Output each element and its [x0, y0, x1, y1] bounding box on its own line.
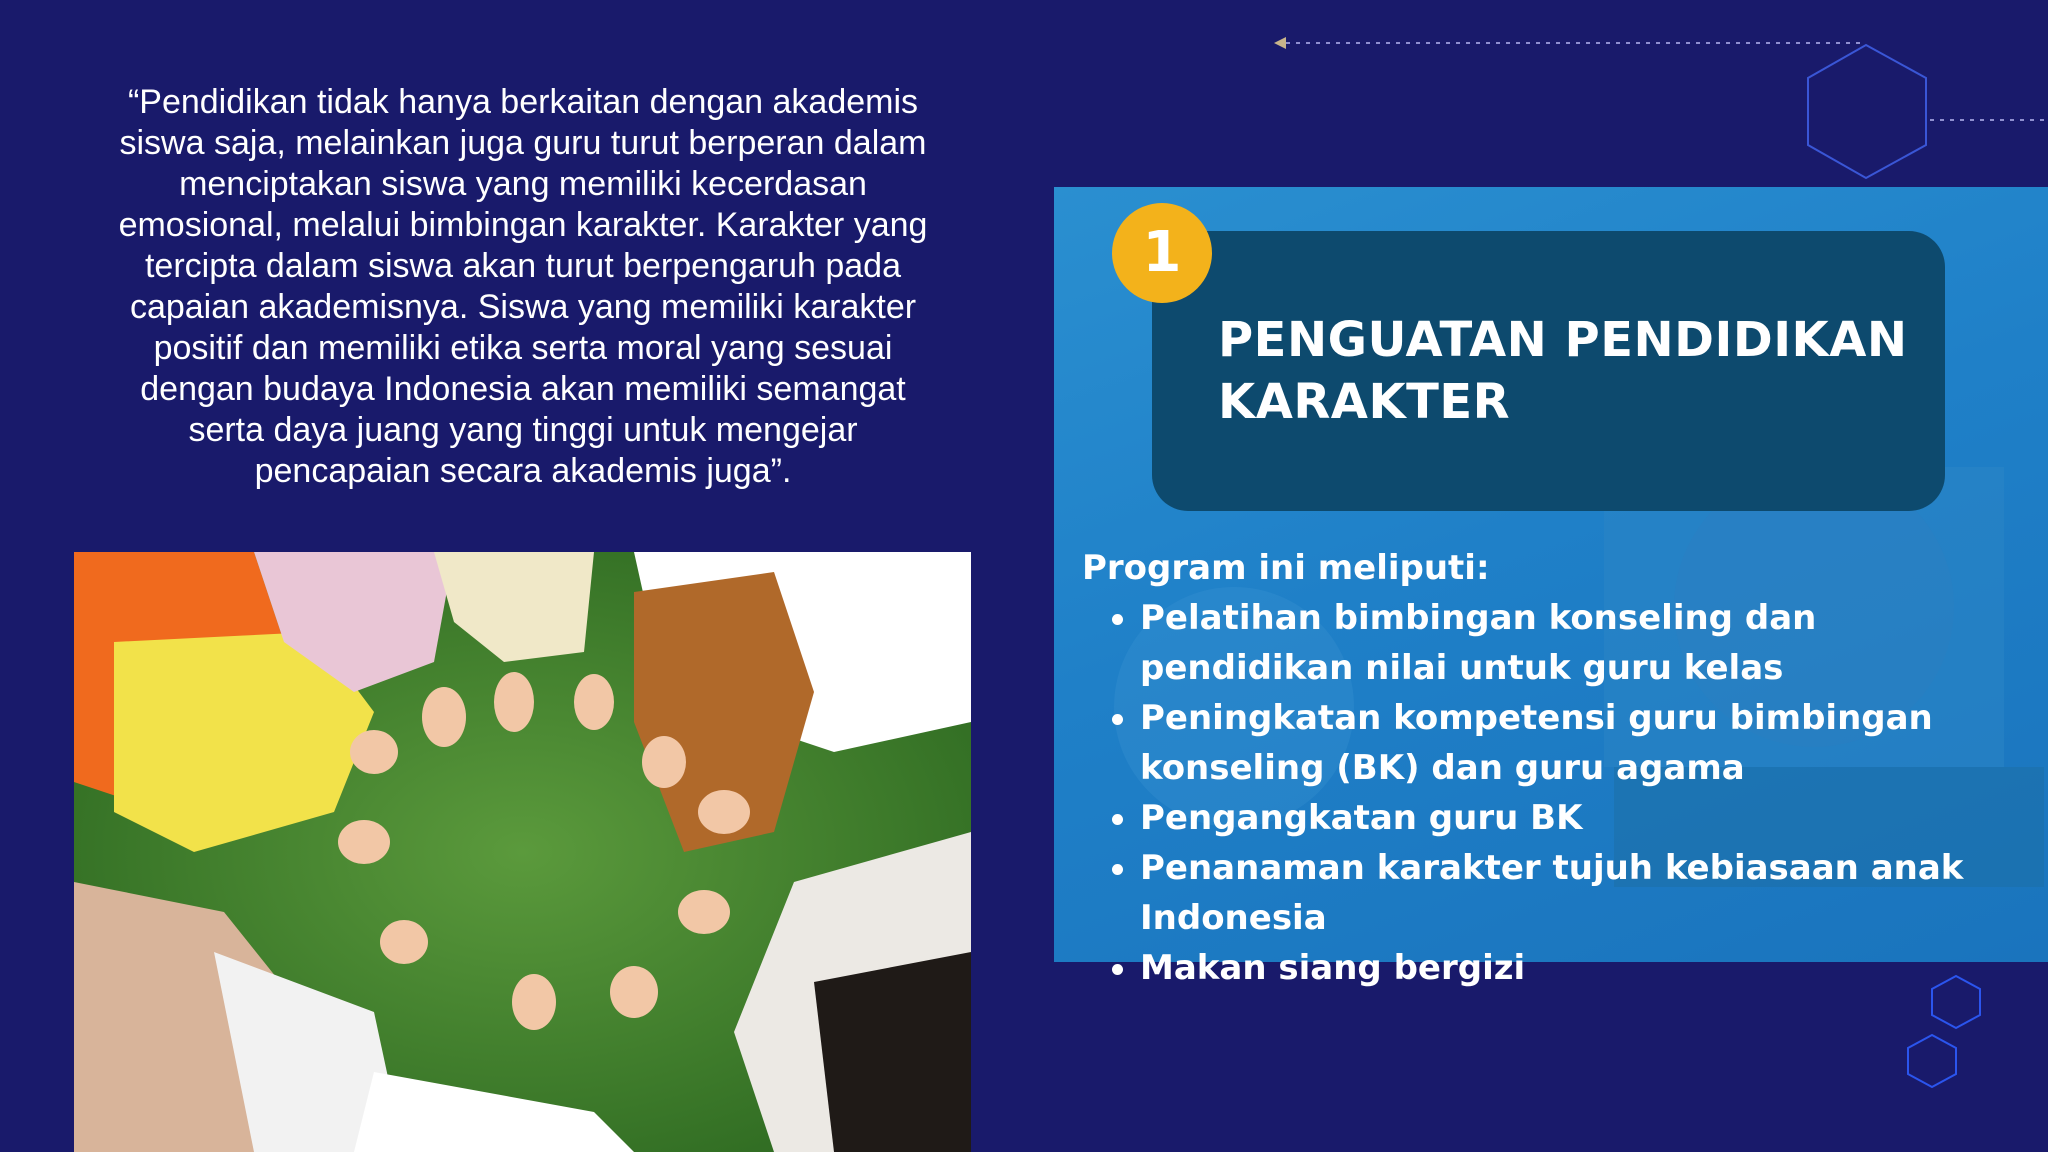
bullet-icon: [1112, 714, 1123, 725]
hexagon-outline-icon: [1808, 45, 1926, 178]
title-box: [1152, 231, 1945, 511]
bullet-icon: [1112, 964, 1123, 975]
quote-text: “Pendidikan tidak hanya berkaitan dengan akademis siswa saja, melainkan juga guru turut berperan dalam menciptakan siswa yang memiliki kecerdasan emosional, melalui bimbingan karakter. Karakter yang tercipta dalam siswa akan turut berpengaruh pada capaian akademisnya. Siswa yang memiliki karakter positif dan memiliki etika serta moral yang sesuai dengan budaya Indonesia akan memiliki semangat serta daya juang yang tinggi untuk mengejar pencapaian secara akademis juga”.: [118, 83, 928, 490]
list-item: Peningkatan kompetensi guru bimbingan konseling (BK) dan guru agama: [1112, 693, 2032, 793]
program-card: [1054, 187, 2048, 988]
list-item: Penanaman karakter tujuh kebiasaan anak Indonesia: [1112, 843, 2032, 943]
card-title: PENGUATAN PENDIDIKAN KARAKTER: [1218, 312, 1908, 430]
children-circle-photo: [74, 552, 971, 1152]
program-intro: Program ini meliputi:: [1082, 548, 1490, 588]
bullet-icon: [1112, 814, 1123, 825]
bullet-icon: [1112, 864, 1123, 875]
number-badge: 1: [1112, 203, 1212, 303]
arrow-left-icon: [1274, 37, 1286, 49]
list-item: Pengangkatan guru BK: [1112, 793, 2032, 843]
hexagon-outline-icon: [1908, 1035, 1956, 1087]
list-item: Pelatihan bimbingan konseling dan pendidikan nilai untuk guru kelas: [1112, 593, 2032, 693]
bullet-icon: [1112, 614, 1123, 625]
program-list: [1082, 593, 2032, 993]
program-list-block: [1082, 543, 2032, 993]
list-item: Makan siang bergizi: [1112, 943, 2032, 993]
